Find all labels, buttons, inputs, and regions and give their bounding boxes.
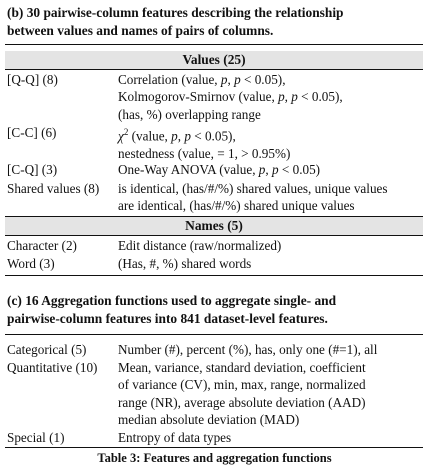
rule-bottom-c xyxy=(5,447,423,448)
row-description xyxy=(118,341,423,358)
row-description xyxy=(118,71,423,123)
row-label: Shared values (8) xyxy=(7,181,100,196)
row-label: Quantitative (10) xyxy=(7,360,98,375)
rule-top-b xyxy=(5,44,423,45)
row-label: [C-Q] (3) xyxy=(7,162,58,177)
row-description xyxy=(118,429,423,446)
row-label: Character (2) xyxy=(7,238,77,253)
row-label: Word (3) xyxy=(7,256,55,271)
row-description xyxy=(118,180,423,215)
desc-line: (Has, #, %) shared words xyxy=(118,256,252,271)
row-label: Categorical (5) xyxy=(7,342,87,357)
row-label: Special (1) xyxy=(7,430,65,445)
desc-line: Entropy of data types xyxy=(118,430,232,445)
desc-line: median absolute deviation (MAD) xyxy=(118,412,300,428)
row-description xyxy=(118,161,423,178)
desc-line: is identical, (has/#/%) shared values, unique values xyxy=(118,181,388,196)
values-group-header: Values (25) xyxy=(5,51,423,69)
desc-line: range (NR), average absolute deviation (AAD) xyxy=(118,394,366,410)
rule-names-header xyxy=(5,235,423,236)
row-label: [Q-Q] (8) xyxy=(7,72,58,87)
row-description xyxy=(118,359,423,429)
table-caption: Table 3: Features and aggregation functions xyxy=(97,451,332,465)
section-c-title xyxy=(7,292,423,328)
desc-line: Kolmogorov-Smirnov (value, p, p < 0.05), xyxy=(118,89,343,105)
row-label: [C-C] (6) xyxy=(7,125,57,140)
section-c-title-line-1: (c) 16 Aggregation functions used to aggregate single- and xyxy=(7,293,337,308)
section-b-title xyxy=(7,4,423,40)
desc-line: Edit distance (raw/normalized) xyxy=(118,238,282,253)
desc-line: are identical, (has/#/%) shared unique values xyxy=(118,198,355,214)
section-b-title-line-2: between values and names of pairs of columns. xyxy=(7,23,274,38)
desc-line: of variance (CV), min, max, range, normalized xyxy=(118,377,366,393)
rule-values-header xyxy=(5,69,423,70)
desc-line: nestedness (value, = 1, > 0.95%) xyxy=(118,145,291,161)
section-b-title-line-1: (b) 30 pairwise-column features describing the relationship xyxy=(7,5,344,20)
desc-line: Mean, variance, standard deviation, coefficient xyxy=(118,360,366,375)
rule-bottom-b xyxy=(5,275,423,276)
desc-line: Correlation (value, p, p < 0.05), xyxy=(118,72,286,87)
row-description xyxy=(118,255,423,272)
desc-line: (has, %) overlapping range xyxy=(118,106,261,122)
section-c-title-line-2: pairwise-column features into 841 dataset-level features. xyxy=(7,311,328,326)
desc-line: Number (#), percent (%), has, only one (#=1), all xyxy=(118,342,378,357)
names-group-header: Names (5) xyxy=(5,217,423,235)
row-description xyxy=(118,237,423,254)
desc-line: One-Way ANOVA (value, p, p < 0.05) xyxy=(118,162,321,177)
row-description xyxy=(118,124,423,162)
desc-line: $\chi^2$ (value, p, p < 0.05), xyxy=(118,127,236,144)
rule-top-c xyxy=(5,334,423,335)
